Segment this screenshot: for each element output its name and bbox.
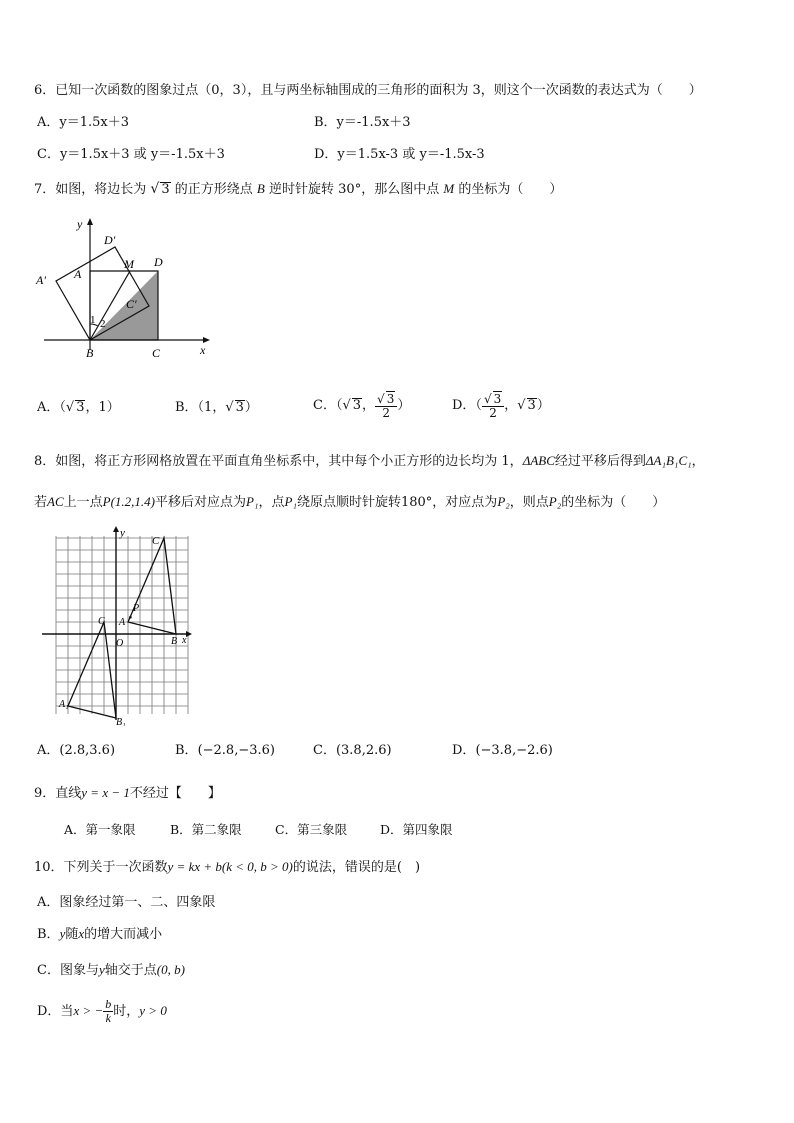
q7-stem: 7．如图，将边长为 √ 3 的正方形绕点 B 逆时针旋转 30°，那么图中点 M 的坐标为（ ） xyxy=(34,181,563,197)
q8-label-y: y xyxy=(120,527,125,539)
q7-figure xyxy=(34,212,224,362)
q7-option-d: D．（ $\frac{√ 3}{2}$ ，√ 3） xyxy=(452,392,550,420)
q10-option-b-text: B． xyxy=(37,927,60,942)
q10-option-d-fraction xyxy=(103,998,113,1025)
q8-label-c: C xyxy=(152,535,160,547)
q8-label-c1: C xyxy=(98,616,105,627)
q8-y-arrow xyxy=(113,526,119,532)
q10-option-d-num: b xyxy=(105,997,112,1011)
q9-stem-part: 不经过【 】 xyxy=(129,786,221,801)
q8-option-a-label: A． xyxy=(37,743,60,758)
q10-option-c-var: y xyxy=(98,962,105,977)
q9-option-b: B．第二象限 xyxy=(170,822,242,837)
q7-label-angle-1: 1 xyxy=(90,314,96,326)
q8-option-d xyxy=(452,742,553,760)
q7-option-c-fraction: $\frac{√ 3}{2}$ xyxy=(375,391,397,420)
q7-option-d-text: D．（ xyxy=(452,398,482,413)
q8-point-p xyxy=(129,616,132,619)
q6-stem: 6．已知一次函数的图象过点（0，3），且与两坐标轴围成的三角形的面积为 3，则这个一次函数的表达式为（ ） xyxy=(34,83,702,98)
q7-y-arrow xyxy=(87,218,93,225)
q8-option-a xyxy=(37,742,115,760)
q8-label-p: P xyxy=(133,603,140,614)
q8-figure xyxy=(38,524,198,726)
q8-triangle-a1b1c1: ΔA₁B₁C₁ xyxy=(645,453,692,468)
q8-triangle-abc: ΔABC xyxy=(522,453,555,468)
q10-option-c-text: C．图象与 xyxy=(37,963,99,978)
q7-label-m: M xyxy=(124,257,134,271)
q7-option-a-sqrt: 3 xyxy=(76,400,85,415)
q7-option-c-text: ， xyxy=(362,398,376,413)
q8-option-b-value: (−2.8,−3.6) xyxy=(197,743,275,758)
q7-label-d-prime: D′ xyxy=(104,233,116,247)
q10-option-b-text: 随 xyxy=(65,927,79,942)
q7-point-m: M xyxy=(443,181,455,196)
q9-equation: y = x − 1 xyxy=(81,785,130,800)
q7-label-a-prime: A′ xyxy=(36,273,46,287)
q7-stem-part: 的正方形绕点 xyxy=(174,182,253,197)
q7-stem-sqrt: 3 xyxy=(161,182,170,197)
q8-label-b1: B₁ xyxy=(116,717,126,726)
q8-option-c-value: (3.8,2.6) xyxy=(335,743,392,758)
q7-option-d-sqrt: 3 xyxy=(527,398,536,413)
q7-option-c-text: C．（ xyxy=(313,398,343,413)
q6-option-d: D．y＝1.5x-3 或 y＝-1.5x-3 xyxy=(314,147,485,162)
q7-label-y: y xyxy=(77,217,83,231)
q6-option-a: A．y＝1.5x＋3 xyxy=(37,115,130,130)
q6-option-b: B．y＝-1.5x＋3 xyxy=(314,115,411,130)
q7-label-a: A xyxy=(74,267,82,281)
q10-option-d-ineq: y > 0 xyxy=(139,1003,167,1018)
q7-label-c: C xyxy=(152,346,161,360)
q7-option-a-text: ，1） xyxy=(85,400,120,415)
q7-option-c-text: ） xyxy=(397,398,411,413)
q7-option-a-text: A．（ xyxy=(37,400,66,415)
q10-stem-part: 的说法，错误的是( ) xyxy=(292,860,421,875)
q7-option-b: B．（1，√ 3） xyxy=(175,400,258,415)
q7-label-c-prime: C′ xyxy=(126,297,137,311)
q10-option-b-var: x xyxy=(78,926,85,941)
q7-option-b-text: ） xyxy=(244,400,258,415)
q8-stem-part: 8．如图，将正方形网格放置在平面直角坐标系中，其中每个小正方形的边长均为 1， xyxy=(34,454,523,469)
q7-label-angle-2: 2 xyxy=(100,318,106,330)
q8-label-b: B xyxy=(171,636,178,647)
q8-stem-part: ，点 xyxy=(258,495,285,510)
q7-option-d-text: ， xyxy=(504,398,518,413)
q8-stem-part: ， xyxy=(691,454,705,469)
q8-stem-part: 经过平移后得到 xyxy=(554,454,646,469)
q8-label-a: A xyxy=(119,617,126,628)
q8-point-p2: P₂ xyxy=(497,494,510,509)
q8-option-c xyxy=(313,742,392,760)
q7-point-b: B xyxy=(256,181,265,196)
q10-stem xyxy=(34,858,420,877)
q8-stem-part: 上一点 xyxy=(63,495,103,510)
q7-option-c-num: 3 xyxy=(386,392,395,406)
q8-x-arrow xyxy=(186,631,192,637)
q8-point-p1: P₁ xyxy=(246,494,259,509)
q10-option-d-text: D．当 xyxy=(37,1004,74,1019)
q8-point-p: P(1.2,1.4) xyxy=(102,494,156,509)
q7-option-d-num: 3 xyxy=(493,392,502,406)
q6-option-c: C．y＝1.5x＋3 或 y＝-1.5x＋3 xyxy=(37,147,225,162)
q7-stem-part: 逆时针旋转 30°，那么图中点 xyxy=(269,182,440,197)
q8-stem-part: 若 xyxy=(34,495,48,510)
q8-segment-ac: AC xyxy=(47,494,64,509)
q7-label-x: x xyxy=(200,343,206,357)
q8-option-d-value: (−3.8,−2.6) xyxy=(475,743,553,758)
q8-option-b-label: B． xyxy=(175,743,198,758)
q8-option-d-label: D． xyxy=(452,743,476,758)
q9-option-d: D．第四象限 xyxy=(380,822,453,837)
q8-label-o: O xyxy=(116,638,124,649)
q10-option-d-ineq: x > − xyxy=(73,1003,104,1018)
q7-label-d: D xyxy=(154,255,163,269)
q8-stem-part: 的坐标为（ ） xyxy=(561,495,666,510)
q8-stem-part: 平移后对应点为 xyxy=(155,495,247,510)
q8-stem-part: 绕原点顺时针旋转180°，对应点为 xyxy=(296,495,498,510)
q9-stem xyxy=(34,784,221,803)
q9-option-a: A．第一象限 xyxy=(64,822,136,837)
q7-option-b-sqrt: 3 xyxy=(235,400,244,415)
q8-point-p2: P₂ xyxy=(548,494,562,509)
q10-option-b xyxy=(37,925,162,944)
q10-option-d xyxy=(37,998,167,1025)
q10-option-b-text: 的增大而减小 xyxy=(84,927,163,942)
q7-option-b-text: B．（1， xyxy=(175,400,226,415)
q8-label-a1: A₁ xyxy=(59,699,69,710)
q8-stem-part: ，则点 xyxy=(509,495,549,510)
q7-option-c-den: 2 xyxy=(382,406,391,420)
q10-option-a: A．图象经过第一、二、四象限 xyxy=(37,895,216,910)
q10-stem-part: 10．下列关于一次函数 xyxy=(34,860,168,875)
q8-option-c-label: C． xyxy=(313,743,336,758)
q10-option-c-point: (0, b) xyxy=(156,962,185,977)
q10-option-b-var: y xyxy=(59,926,66,941)
q9-stem-part: 9．直线 xyxy=(34,786,82,801)
q7-option-c-sqrt: 3 xyxy=(352,398,362,413)
q7-stem-part: 的坐标为（ ） xyxy=(458,182,563,197)
q7-label-b: B xyxy=(86,346,94,360)
q10-option-c xyxy=(37,961,185,980)
q7-stem-part: 7．如图，将边长为 xyxy=(34,182,147,197)
q8-stem-line-2 xyxy=(34,493,665,512)
q8-point-p1: P₁ xyxy=(284,494,297,509)
q10-option-d-text: 时， xyxy=(113,1004,140,1019)
q7-option-d-fraction: $\frac{√ 3}{2}$ xyxy=(482,391,504,420)
q10-option-c-text: 轴交于点 xyxy=(104,963,157,978)
q9-option-c: C．第三象限 xyxy=(275,822,348,837)
q8-option-b xyxy=(175,742,275,760)
q10-option-d-den: k xyxy=(105,1011,111,1025)
q8-stem-line-1 xyxy=(34,452,705,471)
q8-label-x: x xyxy=(182,635,187,646)
q10-equation: y = kx + b(k < 0, b > 0) xyxy=(167,859,293,874)
q7-option-c: C．（√ 3， $\frac{√ 3}{2}$ ） xyxy=(313,392,411,420)
q8-option-a-value: (2.8,3.6) xyxy=(59,743,116,758)
q7-option-d-text: ） xyxy=(536,398,550,413)
q7-option-a: A．（√ 3，1） xyxy=(37,400,120,415)
q7-option-d-den: 2 xyxy=(489,406,497,420)
